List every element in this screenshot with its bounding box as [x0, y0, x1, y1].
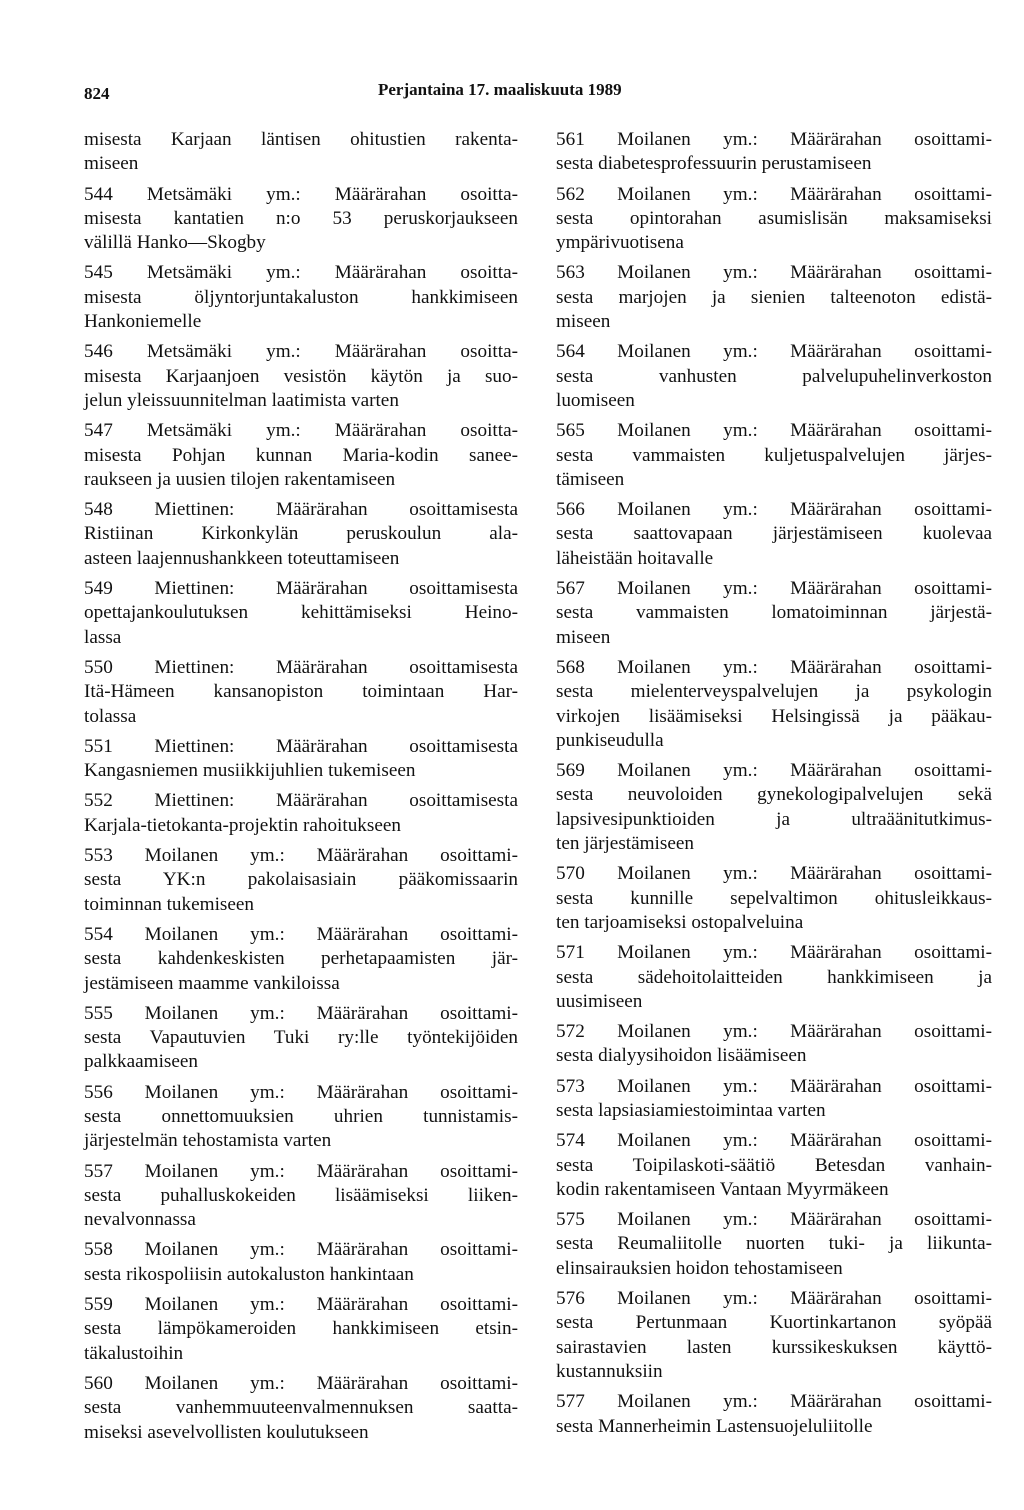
entry-line: sesta Pertunmaan Kuortinkartanon syöpää	[556, 1312, 992, 1334]
motion-entry	[84, 261, 518, 334]
entry-line: 557 Moilanen ym.: Määrärahan osoittami-	[84, 1160, 518, 1182]
entry-line: tolassa	[84, 705, 137, 727]
entry-line: ympärivuotisena	[556, 232, 684, 254]
entry-line: sesta vammaisten lomatoiminnan järjestä-	[556, 602, 992, 624]
motion-entry	[84, 577, 518, 650]
motion-entry	[84, 128, 518, 177]
entry-line: 564 Moilanen ym.: Määrärahan osoittami-	[556, 341, 992, 363]
entry-line: lassa	[84, 626, 122, 648]
motion-entry	[84, 735, 518, 784]
motion-entry	[84, 1160, 518, 1233]
motion-entry	[556, 1390, 992, 1439]
entry-line: miseksi asevelvollisten koulutukseen	[84, 1421, 369, 1443]
entry-line: 571 Moilanen ym.: Määrärahan osoittami-	[556, 942, 992, 964]
entry-line: sesta mielenterveyspalvelujen ja psykologin	[556, 681, 992, 703]
entry-line: 572 Moilanen ym.: Määrärahan osoittami-	[556, 1021, 992, 1043]
entry-line: tämiseen	[556, 468, 625, 490]
entry-line: 565 Moilanen ym.: Määrärahan osoittami-	[556, 420, 992, 442]
entry-line: 568 Moilanen ym.: Määrärahan osoittami-	[556, 656, 992, 678]
entry-line: 555 Moilanen ym.: Määrärahan osoittami-	[84, 1002, 518, 1024]
entry-line: kustannuksiin	[556, 1360, 663, 1382]
motion-entry	[84, 656, 518, 729]
entry-line: täkalustoihin	[84, 1342, 184, 1364]
entry-line: järjestelmän tehostamista varten	[84, 1130, 332, 1152]
entry-line: sesta sädehoitolaitteiden hankkimiseen ja	[556, 966, 992, 988]
entry-line: sesta dialyysihoidon lisäämiseen	[556, 1045, 807, 1067]
motion-entry	[84, 1238, 518, 1287]
entry-line: sesta Toipilaskoti-säätiö Betesdan vanhain-	[556, 1154, 992, 1176]
motion-entry	[556, 1075, 992, 1124]
entry-line: 554 Moilanen ym.: Määrärahan osoittami-	[84, 923, 518, 945]
entry-line: 567 Moilanen ym.: Määrärahan osoittami-	[556, 578, 992, 600]
entry-line: sesta vanhusten palvelupuhelinverkoston	[556, 365, 992, 387]
entry-line: sesta vammaisten kuljetuspalvelujen järjes-	[556, 444, 992, 466]
entry-line: ten järjestämiseen	[556, 833, 694, 855]
running-title: Perjantaina 17. maaliskuuta 1989	[378, 80, 622, 99]
entry-line: Hankoniemelle	[84, 311, 202, 333]
entry-line: 545 Metsämäki ym.: Määrärahan osoitta-	[84, 262, 518, 284]
entry-line: 561 Moilanen ym.: Määrärahan osoittami-	[556, 129, 992, 150]
motion-entry	[556, 498, 992, 571]
entry-line: jelun yleissuunnitelman laatimista varten	[84, 389, 399, 411]
entry-line: uusimiseen	[556, 990, 643, 1012]
entry-line: misesta kantatien n:o 53 peruskorjaukseen	[84, 207, 518, 229]
left-column	[84, 128, 518, 1451]
motion-entry	[84, 1002, 518, 1075]
entry-line: 556 Moilanen ym.: Määrärahan osoittami-	[84, 1081, 518, 1103]
motion-entry	[84, 1293, 518, 1366]
entry-line: sesta Reumaliitolle nuorten tuki- ja liikunta-	[556, 1233, 992, 1255]
entry-line: sesta kunnille sepelvaltimon ohitusleikkaus-	[556, 887, 992, 909]
entry-line: 553 Moilanen ym.: Määrärahan osoittami-	[84, 845, 518, 867]
entry-line: 577 Moilanen ym.: Määrärahan osoittami-	[556, 1391, 992, 1413]
motion-entry	[556, 941, 992, 1014]
entry-line: Itä-Hämeen kansanopiston toimintaan Har-	[84, 681, 518, 703]
entry-line: miseen	[556, 626, 611, 648]
motion-entry	[556, 1287, 992, 1384]
motion-entry	[556, 128, 992, 177]
right-column	[556, 128, 992, 1445]
entry-line: palkkaamiseen	[84, 1051, 199, 1073]
entry-line: nevalvonnassa	[84, 1209, 196, 1231]
entry-line: sesta saattovapaan järjestämiseen kuolevaa	[556, 523, 992, 545]
entry-line: 563 Moilanen ym.: Määrärahan osoittami-	[556, 262, 992, 284]
motion-entry	[84, 1372, 518, 1445]
entry-line: miseen	[84, 153, 139, 175]
entry-line: sesta diabetesprofessuurin perustamiseen	[556, 153, 872, 175]
entry-line: toiminnan tukemiseen	[84, 893, 254, 915]
entry-line: Kangasniemen musiikkijuhlien tukemiseen	[84, 760, 416, 782]
entry-line: sesta rikospoliisin autokaluston hankintaan	[84, 1263, 414, 1285]
entry-line: raukseen ja uusien tilojen rakentamiseen	[84, 468, 396, 490]
entry-line: 573 Moilanen ym.: Määrärahan osoittami-	[556, 1075, 992, 1097]
motion-entry	[556, 577, 992, 650]
entry-line: asteen laajennushankkeen toteuttamiseen	[84, 547, 400, 569]
motion-entry	[556, 183, 992, 256]
entry-line: sairastavien lasten kurssikeskuksen käyttö-	[556, 1336, 992, 1358]
entry-line: sesta marjojen ja sienien talteenoton edistä-	[556, 286, 992, 308]
entry-line: sesta onnettomuuksien uhrien tunnistamis-	[84, 1105, 518, 1127]
motion-entry	[84, 419, 518, 492]
entry-line: opettajankoulutuksen kehittämiseksi Heino-	[84, 602, 518, 624]
motion-entry	[556, 1129, 992, 1202]
entry-line: sesta YK:n pakolaisasiain pääkomissaarin	[84, 869, 518, 891]
motion-entry	[556, 759, 992, 856]
entry-line: punkiseudulla	[556, 729, 664, 751]
entry-line: 547 Metsämäki ym.: Määrärahan osoitta-	[84, 420, 518, 442]
entry-line: 548 Miettinen: Määrärahan osoittamisesta	[84, 499, 518, 521]
entry-line: Karjala-tietokanta-projektin rahoitukseen	[84, 814, 401, 836]
motion-entry	[84, 789, 518, 838]
entry-line: sesta vanhemmuuteenvalmennuksen saatta-	[84, 1397, 518, 1419]
entry-line: sesta kahdenkeskisten perhetapaamisten jär-	[84, 948, 518, 970]
entry-line: Ristiinan Kirkonkylän peruskoulun ala-	[84, 523, 518, 545]
entry-line: 551 Miettinen: Määrärahan osoittamisesta	[84, 735, 518, 757]
entry-line: välillä Hanko—Skogby	[84, 232, 266, 254]
entry-line: misesta Pohjan kunnan Maria-kodin saneе-	[84, 444, 518, 466]
motion-entry	[84, 1081, 518, 1154]
entry-line: 559 Moilanen ym.: Määrärahan osoittami-	[84, 1294, 518, 1316]
entry-line: ten tarjoamiseksi ostopalveluina	[556, 911, 804, 933]
motion-entry	[84, 498, 518, 571]
entry-line: elinsairauksien hoidon tehostamiseen	[556, 1257, 843, 1279]
entry-line: 544 Metsämäki ym.: Määrärahan osoitta-	[84, 183, 518, 205]
entry-line: sesta lämpökameroiden hankkimiseen etsin-	[84, 1318, 518, 1340]
entry-line: misesta öljyntorjuntakaluston hankkimiseen	[84, 286, 518, 308]
entry-line: lapsivesipunktioiden ja ultraäänitutkimus-	[556, 808, 992, 830]
motion-entry	[84, 844, 518, 917]
motion-entry	[556, 1208, 992, 1281]
motion-entry	[556, 656, 992, 753]
entry-line: sesta opintorahan asumislisän maksamiseksi	[556, 207, 992, 229]
entry-line: 549 Miettinen: Määrärahan osoittamisesta	[84, 578, 518, 600]
entry-line: kodin rakentamiseen Vantaan Myyrmäkeen	[556, 1178, 889, 1200]
entry-line: 569 Moilanen ym.: Määrärahan osoittami-	[556, 760, 992, 782]
entry-line: sesta Vapautuvien Tuki ry:lle työntekijöiden	[84, 1027, 518, 1049]
entry-line: 550 Miettinen: Määrärahan osoittamisesta	[84, 656, 518, 678]
entry-line: sesta puhalluskokeiden lisäämiseksi liiken-	[84, 1184, 518, 1206]
entry-line: virkojen lisäämiseksi Helsingissä ja pääkau-	[556, 705, 992, 727]
entry-line: misesta Karjaanjoen vesistön käytön ja suo-	[84, 365, 518, 387]
motion-entry	[556, 862, 992, 935]
entry-line: sesta neuvoloiden gynekologipalvelujen sekä	[556, 784, 992, 806]
entry-line: 576 Moilanen ym.: Määrärahan osoittami-	[556, 1288, 992, 1310]
entry-line: 570 Moilanen ym.: Määrärahan osoittami-	[556, 863, 992, 885]
entry-line: sesta lapsiasiamiestoimintaa varten	[556, 1099, 826, 1121]
motion-entry	[84, 340, 518, 413]
entry-line: 566 Moilanen ym.: Määrärahan osoittami-	[556, 499, 992, 521]
entry-line: 560 Moilanen ym.: Määrärahan osoittami-	[84, 1372, 518, 1394]
motion-entry	[556, 419, 992, 492]
entry-line: 574 Moilanen ym.: Määrärahan osoittami-	[556, 1130, 992, 1152]
motion-entry	[556, 1020, 992, 1069]
entry-line: 575 Moilanen ym.: Määrärahan osoittami-	[556, 1209, 992, 1231]
entry-line: miseen	[556, 311, 611, 333]
motion-entry	[556, 340, 992, 413]
entry-line: läheistään hoitavalle	[556, 547, 714, 569]
motion-entry	[556, 261, 992, 334]
entry-line: 558 Moilanen ym.: Määrärahan osoittami-	[84, 1239, 518, 1261]
entry-line: sesta Mannerheimin Lastensuojeluliitolle	[556, 1415, 873, 1437]
entry-line: 552 Miettinen: Määrärahan osoittamisesta	[84, 790, 518, 812]
entry-line: misesta Karjaan läntisen ohitustien rakenta-	[84, 129, 518, 150]
page-number: 824	[84, 84, 110, 103]
entry-line: luomiseen	[556, 389, 635, 411]
motion-entry	[84, 923, 518, 996]
entry-line: jestämiseen maamme vankiloissa	[84, 972, 340, 994]
entry-line: 562 Moilanen ym.: Määrärahan osoittami-	[556, 183, 992, 205]
entry-line: 546 Metsämäki ym.: Määrärahan osoitta-	[84, 341, 518, 363]
motion-entry	[84, 183, 518, 256]
